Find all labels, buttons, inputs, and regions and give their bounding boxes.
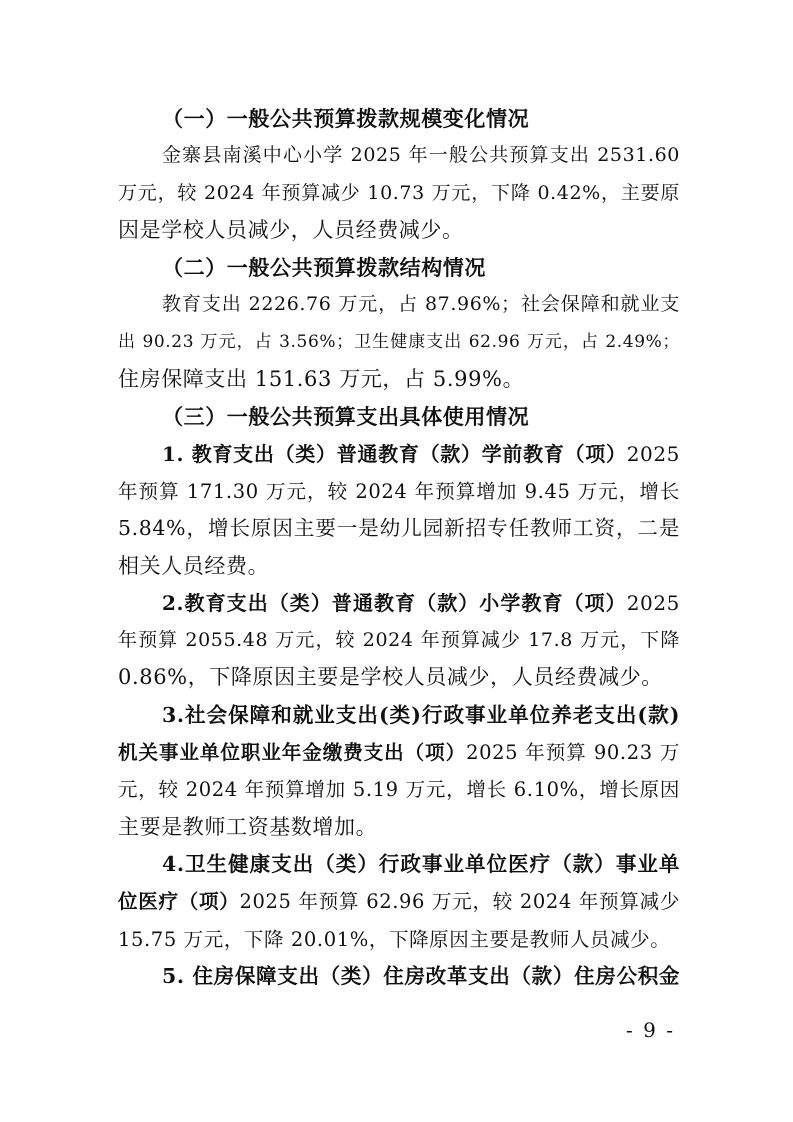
paragraph-2-line-2: 出 90.23 万元，占 3.56%；卫生健康支出 62.96 万元，占 2.49%； <box>118 331 680 352</box>
section-heading-2: （二）一般公共预算拨款结构情况 <box>162 255 486 281</box>
item-1-line-3: 5.84%，增长原因主要一是幼儿园新招专任教师工资，二是 <box>118 516 680 541</box>
item-3-line-3: 元，较 2024 年预算增加 5.19 万元，增长 6.10%，增长原因 <box>118 778 680 802</box>
paragraph-2-line-3: 住房保障支出 151.63 万元，占 5.99%。 <box>118 367 525 392</box>
item-2-line-3: 0.86%，下降原因主要是学校人员减少，人员经费减少。 <box>118 665 663 690</box>
item-4-title-line-1: 4.卫生健康支出（类）行政事业单位医疗（款）事业单 <box>162 851 680 876</box>
document-body <box>118 100 680 995</box>
paragraph-1-line-3: 因是学校人员减少，人员经费减少。 <box>118 217 464 242</box>
item-4-line-3: 15.75 万元，下降 20.01%，下降原因主要是教师人员减少。 <box>118 927 671 951</box>
item-4-line-2-rest: 2025 年预算 62.96 万元，较 2024 年预算减少 <box>239 890 680 914</box>
paragraph-1-line-1: 金寨县南溪中心小学 2025 年一般公共预算支出 2531.60 <box>162 144 680 167</box>
item-4-line-2 <box>118 883 680 920</box>
page-number: - 9 - <box>626 1018 675 1042</box>
item-2-line-1-rest: 2025 <box>626 590 680 615</box>
item-2-line-1 <box>118 585 680 622</box>
item-3-line-4: 主要是教师工资基数增加。 <box>118 814 378 839</box>
item-1-line-2: 年预算 171.30 万元，较 2024 年预算增加 9.45 万元，增长 <box>118 479 680 503</box>
item-3-line-2-rest: 2025 年预算 90.23 万 <box>466 741 680 765</box>
item-3-title-line-1: 3.社会保障和就业支出(类)行政事业单位养老支出(款) <box>162 702 680 727</box>
item-2-line-2: 年预算 2055.48 万元，较 2024 年预算减少 17.8 万元，下降 <box>118 629 680 652</box>
item-1-line-4: 相关人员经费。 <box>118 553 270 578</box>
item-1-line-1-rest: 2025 <box>626 441 680 466</box>
item-2-title: 2.教育支出（类）普通教育（款）小学教育（项） <box>162 590 627 615</box>
paragraph-2-line-1: 教育支出 2226.76 万元，占 87.96%；社会保障和就业支 <box>162 293 680 316</box>
section-heading-3: （三）一般公共预算支出具体使用情况 <box>162 404 530 430</box>
section-heading-1: （一）一般公共预算拨款规模变化情况 <box>162 106 530 131</box>
item-1-line-1 <box>118 436 680 473</box>
item-3-title-line-2: 机关事业单位职业年金缴费支出（项） <box>118 741 467 765</box>
item-1-title: 1. 教育支出（类）普通教育（款）学前教育（项） <box>162 441 627 466</box>
item-4-title-line-2: 位医疗（项） <box>118 890 240 914</box>
item-3-line-2 <box>118 734 680 771</box>
paragraph-1-line-2: 万元，较 2024 年预算减少 10.73 万元，下降 0.42%，主要原 <box>118 181 680 204</box>
item-5-title-line-1: 5. 住房保障支出（类）住房改革支出（款）住房公积金 <box>162 963 680 988</box>
